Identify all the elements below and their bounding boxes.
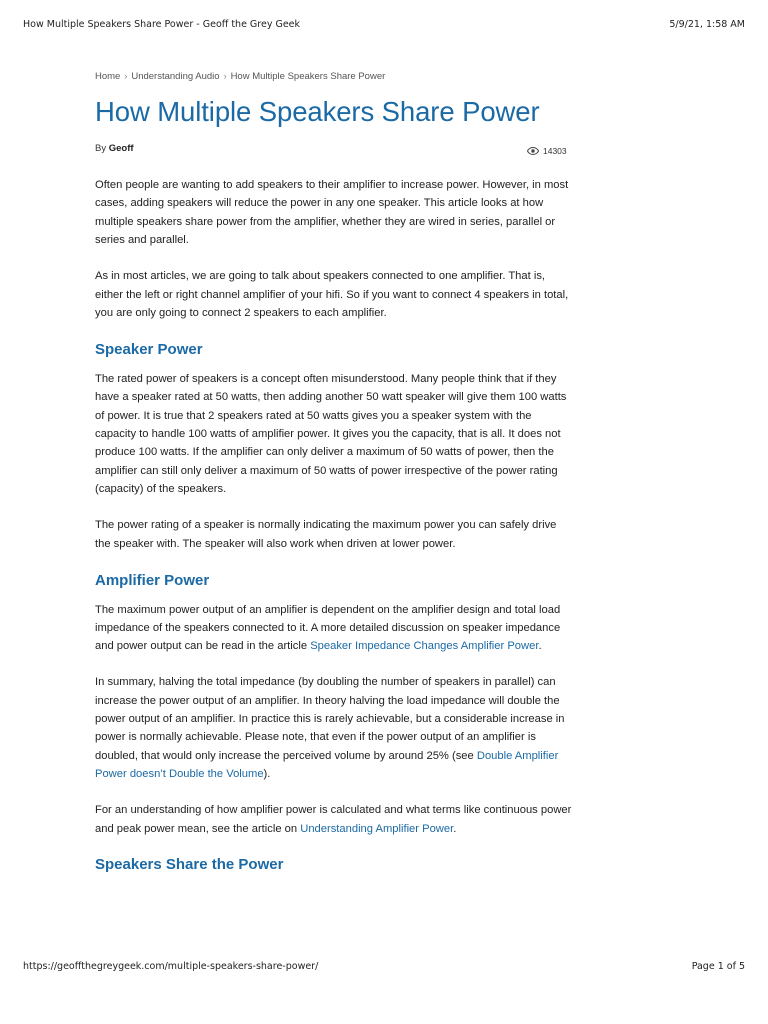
print-header-title: How Multiple Speakers Share Power - Geoff the Grey Geek bbox=[23, 19, 301, 30]
text-run: The maximum power output of an amplifier is dependent on the amplifier design and total load impedance of the speakers connected to it. A more detailed discussion on speaker impedance and power output can be read in the article bbox=[95, 603, 561, 653]
article-body bbox=[95, 176, 575, 875]
breadcrumb-separator: › bbox=[223, 71, 227, 81]
author-link[interactable]: Geoff bbox=[108, 143, 134, 154]
speaker-power-paragraph-2: The power rating of a speaker is normally indicating the maximum power you can safely drive the speaker with. The speaker will also work when driven at lower power. bbox=[95, 519, 557, 550]
text-run: ). bbox=[263, 768, 271, 781]
print-footer bbox=[23, 961, 745, 975]
section-heading-speakers-share: Speakers Share the Power bbox=[95, 856, 284, 874]
section-heading-amplifier-power: Amplifier Power bbox=[95, 571, 210, 589]
intro-paragraph-2: As in most articles, we are going to talk about speakers connected to one amplifier. That is, either the left or right channel amplifier of your hifi. So if you want to connect 4 speakers in total, you are only going to connect 2 speakers to each amplifier. bbox=[95, 270, 569, 319]
print-header bbox=[23, 19, 745, 33]
breadcrumb bbox=[95, 68, 575, 84]
text-run: . bbox=[453, 822, 457, 835]
intro-paragraph-1: Often people are wanting to add speakers to their amplifier to increase power. However, in most cases, adding speakers will reduce the power in any one speaker. This article looks at how multiple speakers share power from the amplifier, whether they are wired in series, parallel or series and parallel. bbox=[95, 179, 569, 247]
understanding-amplifier-power-link[interactable]: Understanding Amplifier Power bbox=[300, 822, 454, 835]
byline-prefix: By bbox=[95, 143, 107, 154]
speaker-impedance-link[interactable]: Speaker Impedance Changes Amplifier Power bbox=[310, 640, 539, 653]
text-run: For an understanding of how amplifier power is calculated and what terms like continuous power and peak power mean, see the article on bbox=[95, 804, 572, 835]
section-heading-speaker-power: Speaker Power bbox=[95, 340, 203, 358]
article bbox=[95, 68, 575, 885]
amplifier-power-paragraph-2 bbox=[95, 673, 575, 783]
byline bbox=[95, 143, 134, 154]
print-footer-url: https://geoffthegreygeek.com/multiple-speakers-share-power/ bbox=[23, 961, 319, 972]
print-footer-page-number: Page 1 of 5 bbox=[691, 961, 745, 972]
amplifier-power-paragraph-1 bbox=[95, 601, 575, 656]
view-count: 14303 bbox=[543, 146, 567, 156]
text-run: In summary, halving the total impedance (by doubling the number of speakers in parallel) can increase the power output of an amplifier. In theory halving the load impedance will double the power output of an amplifier. In practice this is rarely achievable, but a considerable increase in power is normally achievable. Please note, that even if the power output of an amplifier is doubled, that would only increase the perceived volume by around 25% (see bbox=[95, 676, 565, 762]
byline-row bbox=[95, 138, 575, 164]
speaker-power-paragraph-1: The rated power of speakers is a concept often misunderstood. Many people think that if they have a speaker rated at 50 watts, then adding another 50 watt speaker will give them 100 watts of power. It is true that 2 speakers rated at 50 watts gives you a speaker system with the capacity to handle 100 watts of amplifier power. It gives you the capacity, that is all. It does not produce 100 watts. If the amplifier can only deliver a maximum of 50 watts of power, then the amplifier can still only deliver a maximum of 50 watts of power irrespective of the power rating (capacity) of the speakers. bbox=[95, 372, 567, 496]
page-title: How Multiple Speakers Share Power bbox=[95, 96, 540, 127]
breadcrumb-understanding-audio-link[interactable]: Understanding Audio bbox=[131, 71, 220, 82]
breadcrumb-separator: › bbox=[124, 71, 128, 81]
amplifier-power-paragraph-3 bbox=[95, 801, 575, 838]
text-run: . bbox=[538, 640, 542, 653]
print-header-datetime: 5/9/21, 1:58 AM bbox=[669, 19, 745, 30]
double-amplifier-power-link[interactable]: Double Amplifier Power doesn’t Double the Volume bbox=[95, 749, 559, 781]
breadcrumb-home-link[interactable]: Home bbox=[95, 71, 121, 82]
view-counter bbox=[527, 146, 567, 156]
breadcrumb-current: How Multiple Speakers Share Power bbox=[230, 71, 386, 82]
eye-icon bbox=[527, 147, 539, 155]
